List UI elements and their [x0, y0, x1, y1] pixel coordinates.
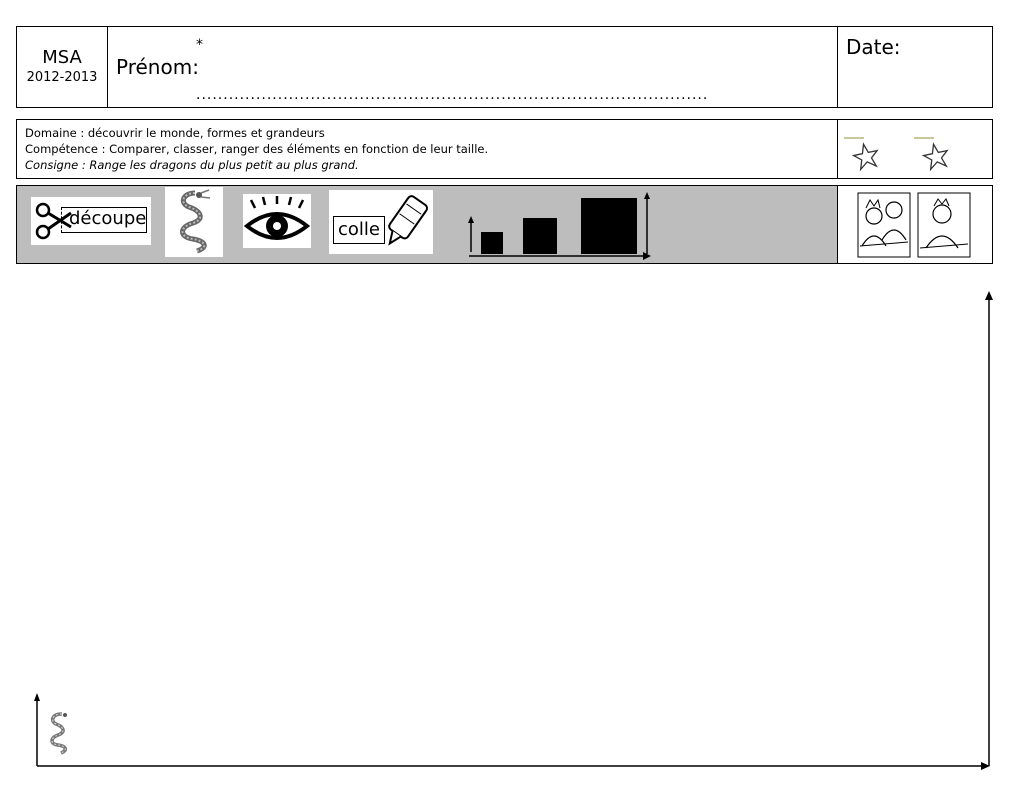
date-label: Date: [846, 35, 901, 59]
competence-text: Compétence : Comparer, classer, ranger des éléments en fonction de leur taille. [25, 142, 489, 156]
individual-work-icon[interactable] [918, 193, 970, 257]
asterisk: * [196, 37, 203, 53]
class-name: MSA [42, 47, 82, 68]
class-cell [16, 26, 108, 108]
domain-text: Domaine : découvrir le monde, formes et grandeurs [25, 126, 325, 140]
date-cell[interactable] [837, 26, 993, 108]
star-icon[interactable] [844, 138, 880, 170]
name-dotted-line[interactable]: .............................................................................................. [196, 87, 709, 103]
cut-pictogram [31, 197, 151, 245]
pictogram-strip [16, 185, 838, 264]
glue-label: colle [338, 219, 380, 240]
instructions-cell [16, 119, 838, 179]
cut-label: découpe [69, 208, 147, 229]
observe-pictogram [243, 194, 311, 248]
name-label: Prénom: [116, 55, 199, 79]
dragon-icon [165, 187, 223, 257]
consigne-text: Consigne : Range les dragons du plus petit au plus grand. [25, 158, 359, 172]
small-dragon-icon [52, 713, 67, 753]
group-work-icon[interactable] [858, 193, 910, 257]
stars-svg [838, 120, 992, 178]
school-year: 2012-2013 [26, 70, 98, 85]
small-square [481, 232, 503, 254]
large-square [581, 198, 637, 254]
glue-bottle-icon [375, 190, 435, 254]
glue-pictogram [329, 190, 433, 254]
size-order-pictogram [463, 186, 663, 262]
name-cell [107, 26, 838, 108]
eye-icon [243, 194, 311, 248]
work-mode-cell [837, 185, 993, 264]
medium-square [523, 218, 557, 254]
dragon-pictogram [165, 187, 223, 257]
work-mode-svg [838, 186, 992, 263]
star-icon[interactable] [914, 138, 950, 170]
evaluation-stars-cell [837, 119, 993, 179]
